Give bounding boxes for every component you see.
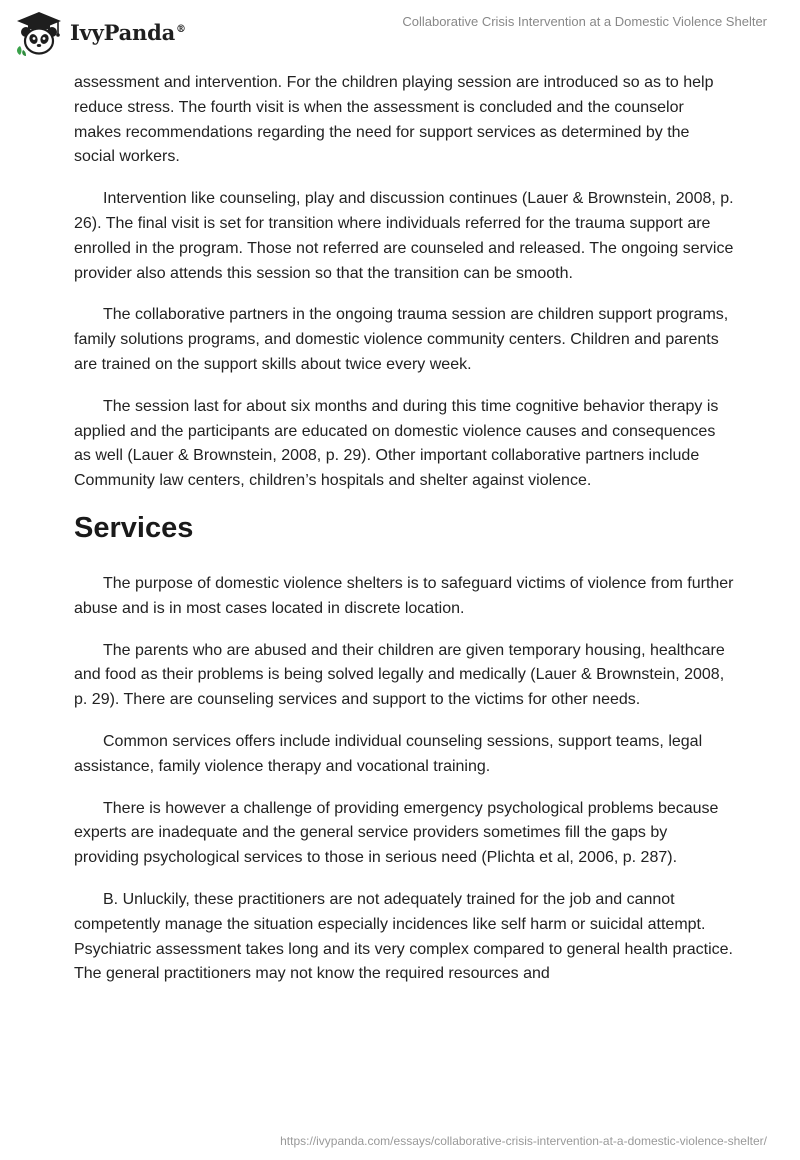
paragraph: The session last for about six months and during this time cognitive behavior therapy is applied and the participants are educated on domestic violence causes and consequences as well (Lauer & Brownstein, 2008, p. 29). Other important collaborative partners include Community law centers, children’s hospitals and shelter against violence.: [74, 397, 719, 490]
source-url[interactable]: https://ivypanda.com/essays/collaborative-crisis-intervention-at-a-domestic-violence-shelter/: [280, 1134, 767, 1148]
page-header: [0, 0, 800, 60]
logo-wordmark: [70, 20, 186, 45]
ivypanda-logo[interactable]: [14, 8, 186, 58]
section-heading-services: Services: [74, 511, 194, 544]
paragraph: Intervention like counseling, play and discussion continues (Lauer & Brownstein, 2008, p. 26). The final visit is set for transition where individuals referred for the trauma support are enrolled in the program. Those not referred are counseled and released. The ongoing service provider also attends this session so that the transition can be smooth.: [74, 190, 734, 282]
paragraph: The collaborative partners in the ongoing trauma session are children support programs, family solutions programs, and domestic violence community centers. Children and parents are trained on the support skills about twice every week.: [74, 306, 729, 373]
paragraph: B. Unluckily, these practitioners are not adequately trained for the job and cannot competently manage the situation especially incidences like self harm or suicidal attempt. Psychiatric assessment takes long and its very complex compared to general health practice. The general practitioners may not know the required resources and: [74, 890, 733, 983]
paragraph: Common services offers include individual counseling sessions, support teams, legal assistance, family violence therapy and vocational training.: [74, 732, 703, 775]
essay-body: [74, 71, 734, 1004]
document-title: Collaborative Crisis Intervention at a Domestic Violence Shelter: [402, 14, 767, 29]
paragraph: The purpose of domestic violence shelters is to safeguard victims of violence from further abuse and is in most cases located in discrete location.: [74, 574, 734, 617]
logo-text: IvyPanda: [70, 19, 176, 45]
registered-mark: ®: [176, 23, 186, 35]
panda-graduation-cap-icon: [14, 10, 64, 56]
paragraph: The parents who are abused and their children are given temporary housing, healthcare and food as their problems is being solved legally and medically (Lauer & Brownstein, 2008, p. 29). There are counseling services and support to the victims for other needs.: [74, 641, 725, 709]
paragraph: There is however a challenge of providing emergency psychological problems because experts are inadequate and the general service providers sometimes fill the gaps by providing psychological services to those in serious need (Plichta et al, 2006, p. 287).: [74, 799, 719, 867]
paragraph: assessment and intervention. For the children playing session are introduced so as to help reduce stress. The fourth visit is when the assessment is concluded and the counselor makes recommendations regarding the need for support services as determined by the social workers.: [74, 74, 714, 166]
